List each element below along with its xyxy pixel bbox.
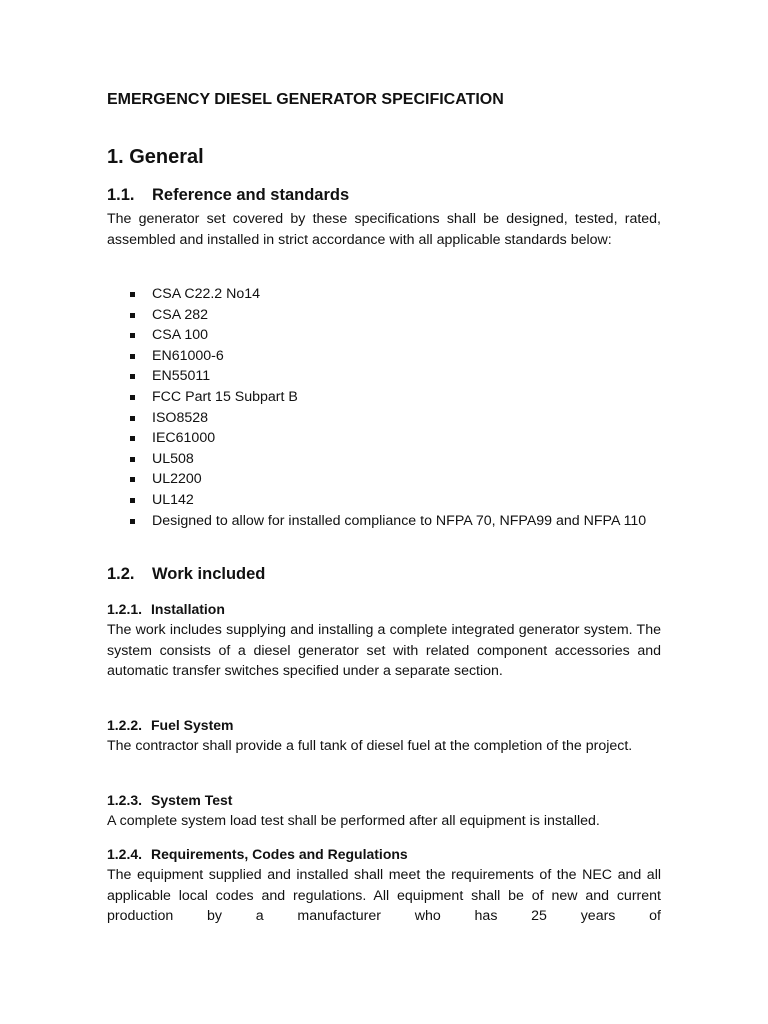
subsection-title: Reference and standards [152,186,350,204]
list-item-text: FCC Part 15 Subpart B [152,388,298,405]
standards-intro-paragraph: The generator set covered by these specifications shall be designed, tested, rated, assembled and installed in strict accordance with all applicable standards below: [107,211,661,248]
subsubsection-heading-installation [107,601,225,617]
bullet-icon [130,292,135,297]
bullet-icon [130,436,135,441]
subsection-title: Work included [152,565,266,583]
list-item-text: UL142 [152,491,194,508]
bullet-icon [130,354,135,359]
list-item [107,490,661,511]
list-item [107,305,661,326]
subsubsection-number: 1.2.4. [107,846,143,862]
subsubsection-title: Requirements, Codes and Regulations [151,846,408,862]
subsubsection-number: 1.2.3. [107,792,143,808]
subsection-heading-reference-standards [107,186,349,205]
bullet-icon [130,498,135,503]
subsubsection-title: Installation [151,601,225,617]
list-item-text: EN55011 [152,368,211,385]
list-item [107,387,661,408]
list-item [107,511,661,532]
list-item [107,408,661,429]
subsubsection-heading-system-test [107,792,232,808]
bullet-icon [130,457,135,462]
list-item-text: IEC61000 [152,430,216,447]
subsection-number: 1.1. [107,186,135,204]
subsubsection-heading-fuel-system [107,717,233,733]
list-item [107,346,661,367]
standards-list [107,284,661,531]
subsection-number: 1.2. [107,565,135,583]
document-title: EMERGENCY DIESEL GENERATOR SPECIFICATION [107,91,504,108]
list-item [107,428,661,449]
list-item-text: CSA 100 [152,327,209,344]
list-item [107,284,661,305]
subsection-heading-work-included [107,565,265,584]
list-item [107,449,661,470]
bullet-icon [130,416,135,421]
bullet-icon [130,333,135,338]
list-item-text: EN61000-6 [152,347,224,364]
list-item-text: CSA 282 [152,306,209,323]
bullet-icon [130,519,135,524]
bullet-icon [130,313,135,318]
system-test-paragraph: A complete system load test shall be performed after all equipment is installed. [107,813,600,829]
list-item [107,325,661,346]
subsubsection-title: Fuel System [151,717,234,733]
section-heading-general: 1. General [107,146,204,168]
bullet-icon [130,477,135,482]
list-item-text: UL508 [152,450,194,467]
fuel-system-paragraph: The contractor shall provide a full tank of diesel fuel at the completion of the project. [107,738,633,754]
list-item [107,366,661,387]
list-item [107,469,661,490]
installation-paragraph: The work includes supplying and installing a complete integrated generator system. The system consists of a diesel generator set with related component accessories and automatic transfer switches specified under a separate section. [107,622,661,680]
subsubsection-number: 1.2.2. [107,717,143,733]
list-item-text: Designed to allow for installed compliance to NFPA 70, NFPA99 and NFPA 110 [152,512,647,529]
subsubsection-title: System Test [151,792,233,808]
list-item-text: CSA C22.2 No14 [152,286,261,302]
requirements-paragraph: The equipment supplied and installed shall meet the requirements of the NEC and all applicable local codes and regulations. All equipment shall be of new and current production by a manufacturer who has 25 years of [107,867,661,925]
list-item-text: UL2200 [152,471,202,488]
subsubsection-number: 1.2.1. [107,601,143,617]
bullet-icon [130,374,135,379]
subsubsection-heading-requirements [107,846,408,862]
list-item-text: ISO8528 [152,409,209,426]
bullet-icon [130,395,135,400]
